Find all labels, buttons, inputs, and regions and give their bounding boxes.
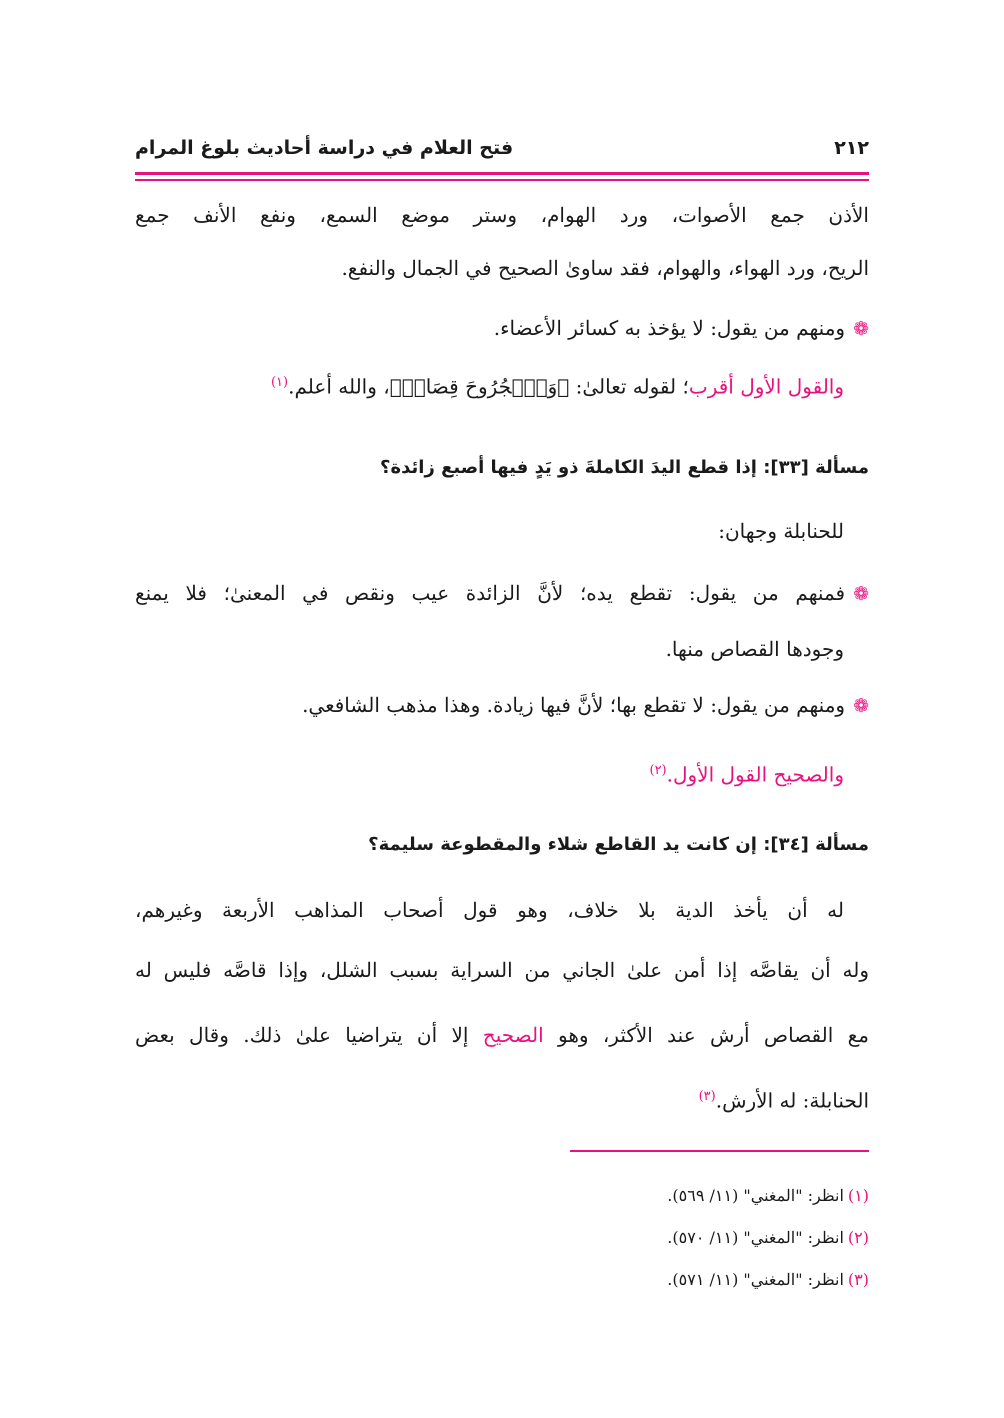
text-line: [135, 1082, 869, 1116]
text-line: الريح، ورد الهواء، والهوام، فقد ساوىٰ الصحيح في الجمال والنفع.: [341, 256, 869, 280]
footnote-text: انظر: "المغني" (١١/ ٥٧٠).: [667, 1228, 844, 1247]
text-line: للحنابلة وجهان:: [718, 519, 844, 543]
section-heading: مسألة [٣٣]: إذا قطع اليدَ الكاملةَ ذو يَدٍ فيها أصبع زائدة؟: [380, 457, 869, 478]
footnote-ref: (٣): [698, 1089, 716, 1104]
highlighted-text: والقول الأول أقرب: [688, 374, 844, 399]
footnote-ref: (١): [270, 375, 289, 390]
bullet-text: فمنهم من يقول: تقطع يده؛ لأنَّ الزائدة عيب ونقص في المعنىٰ؛ فلا يمنع: [135, 581, 846, 605]
bullet-line: [135, 690, 869, 721]
footnote-number: (٢): [847, 1228, 869, 1247]
text-line: وجودها القصاص منها.: [665, 637, 844, 661]
footnote-ref: (٢): [649, 763, 667, 778]
running-header: [135, 128, 869, 168]
footnote-rule: [570, 1150, 869, 1152]
flower-icon: ❁: [853, 583, 869, 605]
bullet-text: ومنهم من يقول: لا يؤخذ به كسائر الأعضاء.: [493, 316, 846, 340]
footnote: [667, 1226, 869, 1250]
text-line: الأذن جمع الأصوات، ورد الهوام، وستر موضع السمع، ونفع الأنف جمع: [135, 203, 869, 227]
footnote: [667, 1184, 869, 1208]
footnote: [667, 1268, 869, 1292]
bullet-text: ومنهم من يقول: لا تقطع بها؛ لأنَّ فيها زيادة. وهذا مذهب الشافعي.: [302, 693, 846, 717]
page-number: ٢١٢: [834, 137, 869, 159]
text-span: مع القصاص أرش عند الأكثر، وهو: [543, 1023, 869, 1047]
conclusion-line: [135, 756, 844, 790]
footnote-text: انظر: "المغني" (١١/ ٥٧١).: [667, 1270, 844, 1289]
text-line: له أن يأخذ الدية بلا خلاف، وهو قول أصحاب المذاهب الأربعة وغيرهم،: [135, 898, 844, 922]
footnote-number: (٣): [847, 1270, 869, 1289]
conclusion-text: والصحيح القول الأول.: [666, 762, 844, 787]
text-span: الحنابلة: له الأرش.: [715, 1088, 869, 1113]
header-rule-thick: [135, 172, 869, 175]
footnote-number: (١): [847, 1186, 869, 1205]
highlighted-text: الصحيح: [482, 1023, 544, 1047]
bullet-line: [135, 313, 869, 344]
text-line: [135, 368, 844, 402]
section-heading: مسألة [٣٤]: إن كانت يد القاطع شلاء والمقطوعة سليمة؟: [368, 834, 869, 855]
header-rule-thin: [135, 179, 869, 181]
text-line: وله أن يقاصَّه إذا أمن علىٰ الجاني من السراية بسبب الشلل، وإذا قاصَّه فليس له: [135, 958, 869, 982]
footnote-text: انظر: "المغني" (١١/ ٥٦٩).: [667, 1186, 844, 1205]
flower-icon: ❁: [853, 695, 869, 717]
text-span: ؛ لقوله تعالىٰ: ﴿وَٱلۡجُرُوحَ قِصَاصٞ﴾، والله أعلم.: [288, 374, 689, 399]
text-span: إلا أن يتراضيا علىٰ ذلك. وقال بعض: [135, 1023, 483, 1047]
text-line: [135, 1020, 869, 1050]
flower-icon: ❁: [853, 318, 869, 340]
book-title: فتح العلام في دراسة أحاديث بلوغ المرام: [135, 137, 514, 159]
bullet-line: [135, 578, 869, 609]
